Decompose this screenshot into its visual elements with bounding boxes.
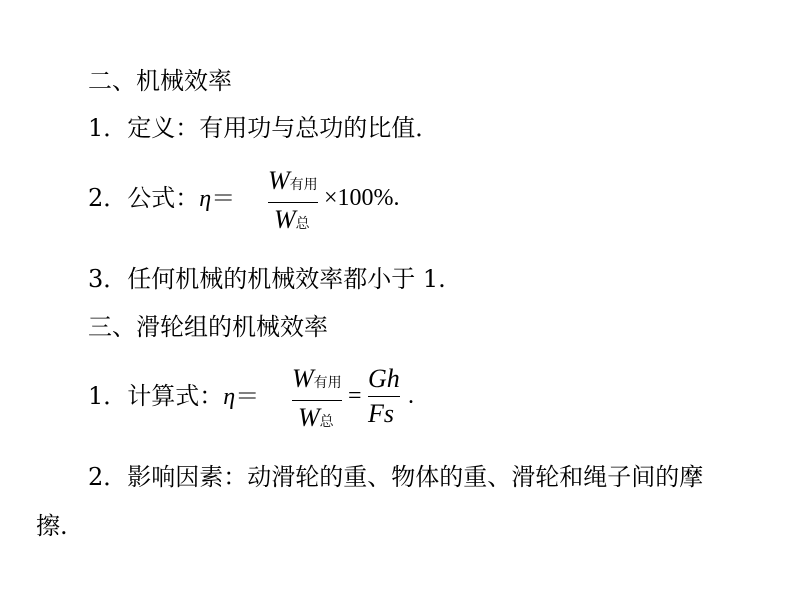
equals-sign-2: ＝ bbox=[235, 382, 260, 410]
calc-label bbox=[88, 381, 259, 412]
efficiency-less-than-one: 3．任何机械的机械效率都小于 1. bbox=[88, 265, 446, 293]
section-heading-efficiency: 二、机械效率 bbox=[88, 67, 232, 95]
formula-suffix: ×100%. bbox=[324, 185, 400, 211]
denominator-variable: W bbox=[274, 205, 296, 234]
pulley-denominator-subscript: 总 bbox=[319, 414, 334, 430]
fraction-denominator bbox=[268, 205, 310, 239]
pulley-fraction-bar-1 bbox=[292, 400, 342, 401]
section-heading-pulley: 三、滑轮组的机械效率 bbox=[88, 313, 328, 341]
pulley-fraction-work-denominator bbox=[292, 403, 334, 437]
numerator-subscript: 有用 bbox=[289, 177, 318, 193]
eta-symbol-2: η bbox=[223, 384, 236, 410]
denominator-subscript: 总 bbox=[295, 216, 310, 232]
fraction-numerator bbox=[268, 166, 318, 200]
formula-label bbox=[88, 183, 235, 214]
efficiency-fraction bbox=[268, 166, 318, 239]
eta-symbol: η bbox=[199, 186, 212, 212]
pulley-numerator-variable: W bbox=[292, 364, 314, 393]
factors-line-2: 擦. bbox=[36, 512, 68, 540]
factors-line-1: 2．影响因素：动滑轮的重、物体的重、滑轮和绳子间的摩 bbox=[88, 463, 704, 491]
pulley-fraction-bar-2 bbox=[368, 396, 400, 397]
pulley-denominator-variable: W bbox=[298, 403, 320, 432]
equals-sign-3: = bbox=[348, 383, 362, 409]
calc-label-text: 1．计算式： bbox=[88, 382, 224, 410]
pulley-fraction-work bbox=[292, 364, 342, 437]
equals-sign: ＝ bbox=[211, 184, 236, 212]
pulley-fraction-work-numerator bbox=[292, 364, 342, 398]
definition-text: 1．定义：有用功与总功的比值． bbox=[88, 114, 440, 142]
fraction-bar bbox=[268, 202, 318, 203]
numerator-variable: W bbox=[268, 166, 290, 195]
formula-label-text: 2．公式： bbox=[88, 184, 200, 212]
pulley-numerator-subscript: 有用 bbox=[313, 375, 342, 391]
calc-suffix: . bbox=[408, 383, 414, 409]
pulley-fraction-force bbox=[368, 364, 400, 429]
pulley-fraction-force-numerator: Gh bbox=[368, 364, 400, 393]
pulley-fraction-force-denominator: Fs bbox=[368, 399, 394, 428]
